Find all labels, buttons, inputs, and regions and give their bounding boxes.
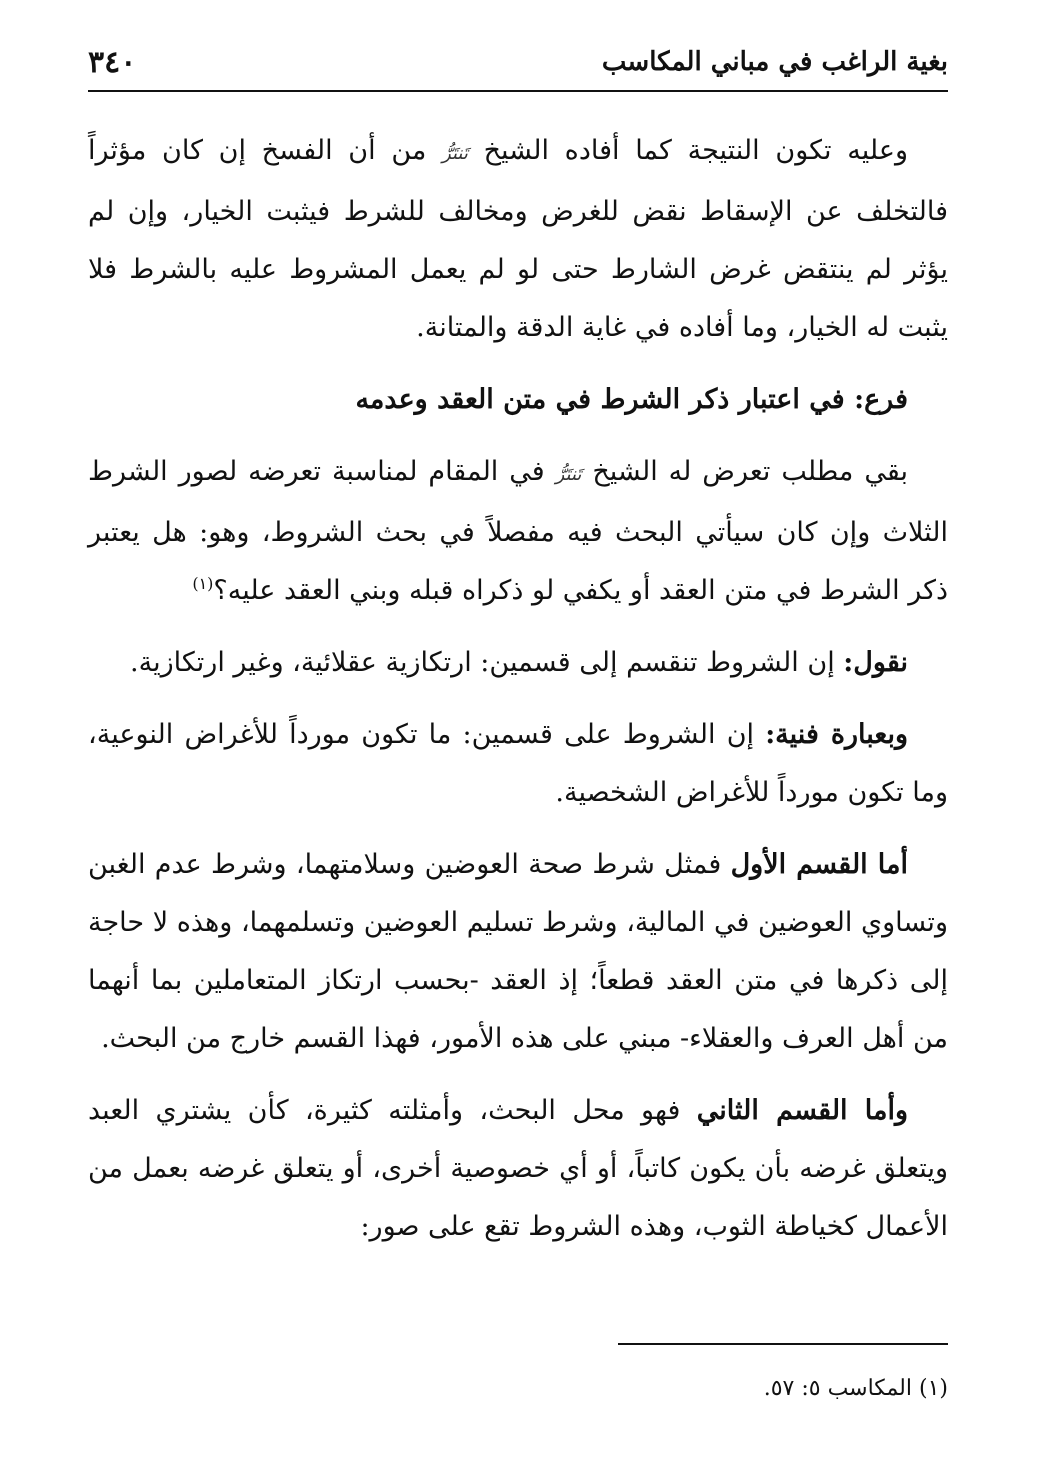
paragraph-text: بقي مطلب تعرض له الشيخ (581, 456, 909, 487)
header-divider (88, 90, 948, 92)
honorific-mark: تَنتَرُّ (442, 143, 468, 164)
paragraph-intro (88, 443, 948, 620)
paragraph-text: فمثل شرط صحة العوضين وسلامتهما، وشرط عدم الغبن وتساوي العوضين في المالية، وشرط تسليم العوضين وتسلمهما، وهذه لا حاجة إلى ذكرها في متن العقد قطعاً؛ إذ العقد -بحسب ارتكاز المتعاملين بما أنهما من أهل العرف والعقلاء- مبني على هذه الأمور، فهذا القسم خارج من البحث. (88, 849, 948, 1054)
paragraph-lead: أما القسم الأول (730, 849, 908, 880)
main-text (88, 122, 948, 1270)
footnote-divider (618, 1343, 948, 1345)
paragraph-lead: وأما القسم الثاني (696, 1095, 908, 1126)
page-header (88, 38, 948, 86)
paragraph-division (88, 634, 948, 692)
paragraph-text: في المقام لمناسبة تعرضه لصور الشرط الثلاث وإن كان سيأتي البحث فيه مفصلاً في بحث الشروط، وهو: هل يعتبر ذكر الشرط في متن العقد أو يكفي لو ذكراه قبله وبني العقد عليه؟ (88, 456, 948, 606)
footnote-reference: (١) (192, 574, 214, 593)
section-heading: فرع: في اعتبار ذكر الشرط في متن العقد وعدمه (355, 384, 908, 415)
paragraph-lead: نقول: (843, 647, 908, 678)
paragraph-text: إن الشروط تنقسم إلى قسمين: ارتكازية عقلائية، وغير ارتكازية. (130, 647, 844, 678)
paragraph-text: من أن الفسخ إن كان مؤثراً فالتخلف عن الإسقاط نقض للغرض ومخالف للشرط فيثبت الخيار، وإن لم يؤثر لم ينتقض غرض الشارط حتى لو لم يعمل المشروط عليه بالشرط فلا يثبت له الخيار، وما أفاده في غاية الدقة والمتانة. (88, 135, 948, 343)
paragraph-lead: وبعبارة فنية: (765, 719, 908, 750)
paragraph-first-category (88, 836, 948, 1068)
paragraph-text: إن الشروط على قسمين: ما تكون مورداً للأغراض النوعية، وما تكون مورداً للأغراض الشخصية. (88, 719, 948, 808)
paragraph-conclusion (88, 122, 948, 357)
paragraph-technical (88, 706, 948, 822)
honorific-mark: تَنتَرُّ (555, 464, 582, 485)
footnote: (١) المكاسب ٥: ٥٧. (763, 1376, 948, 1401)
paragraph-text: فهو محل البحث، وأمثلته كثيرة، كأن يشتري العبد ويتعلق غرضه بأن يكون كاتباً، أو أي خصوصية أخرى، أو يتعلق غرضه بعمل من الأعمال كخياطة الثوب، وهذه الشروط تقع على صور: (88, 1095, 948, 1242)
paragraph-text: وعليه تكون النتيجة كما أفاده الشيخ (467, 135, 908, 166)
running-title: بغية الراغب في مباني المكاسب (601, 47, 948, 77)
paragraph-second-category (88, 1082, 948, 1256)
page-number: ٣٤٠ (88, 44, 137, 80)
